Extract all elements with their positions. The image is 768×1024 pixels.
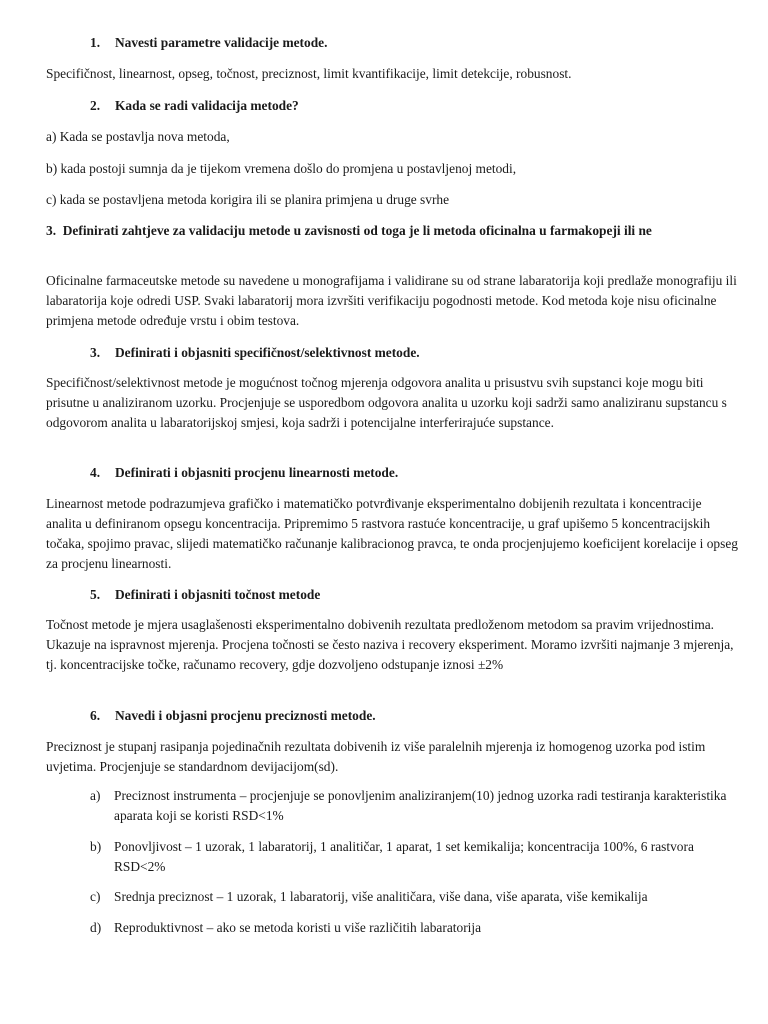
- list-marker: a): [90, 788, 101, 803]
- answer-5-paragraph: Točnost metode je mjera usaglašenosti eksperimentalno dobivenih rezultata predloženom metodom sa pravim vrijednostima. Ukazuje na ispravnost mjerenja. Procjena točnosti se često naziva i recovery eksperiment. Moramo izvršiti najmanje 3 mjerenja, tj. koncentracijske točke, računamo recovery, gdje dozvoljeno odstupanje iznosi ±2%: [46, 617, 734, 672]
- answer-2c: c) kada se postavljena metoda korigira ili se planira primjena u druge svrhe: [46, 192, 450, 207]
- question-number: 3.: [46, 223, 57, 238]
- question-number: 6.: [90, 708, 101, 723]
- question-text: Definirati zahtjeve za validaciju metode u zavisnosti od toga je li metoda oficinalna u farmakopeji ili ne: [62, 223, 652, 238]
- answer-3-paragraph: Oficinalne farmaceutske metode su navedene u monografijama i validirane su od strane labaratorija koji predlaže monografiju ili labaratorija koje odredi USP. Svaki labaratorij mora izvršiti verifikaciju pogodnosti metode. Kod metoda koje nisu oficinalne primjena metode određuje vrstu i obim testova.: [46, 273, 737, 328]
- list-item-text: Srednja preciznost – 1 uzorak, 1 labaratorij, više analitičara, više dana, više aparata, više kemikalija: [114, 889, 648, 904]
- question-number: 1.: [90, 35, 101, 50]
- list-item-text: Ponovljivost – 1 uzorak, 1 labaratorij, 1 analitičar, 1 aparat, 1 set kemikalija; koncentracija 100%, 6 rastvora RSD<2%: [114, 839, 694, 874]
- question-text: Navesti parametre validacije metode.: [115, 35, 328, 50]
- list-marker: d): [90, 920, 102, 935]
- question-text: Definirati i objasniti procjenu linearnosti metode.: [115, 465, 399, 480]
- precision-list-item-b: [90, 837, 740, 877]
- question-6-heading: [90, 706, 376, 726]
- question-number: 2.: [90, 98, 101, 113]
- precision-list-item-a: [90, 786, 740, 826]
- question-text: Kada se radi validacija metode?: [115, 98, 299, 113]
- question-text: Navedi i objasni procjenu preciznosti metode.: [115, 708, 376, 723]
- list-item-text: Reproduktivnost – ako se metoda koristi u više različitih labaratorija: [114, 920, 482, 935]
- precision-list-item-c: [90, 887, 740, 907]
- precision-list-item-d: [90, 918, 740, 938]
- question-number: 3.: [90, 345, 101, 360]
- list-marker: c): [90, 889, 101, 904]
- answer-6-paragraph: Preciznost je stupanj rasipanja pojedinačnih rezultata dobivenih iz više paralelnih mjerenja iz homogenog uzorka pod istim uvjetima. Procjenjuje se standardnom devijacijom(sd).: [46, 739, 706, 774]
- answer-3b-paragraph: Specifičnost/selektivnost metode je mogućnost točnog mjerenja odgovora analita u prisustvu svih supstanci koje mogu biti prisutne u analiziranom uzorku. Procjenjuje se usporedbom odgovora analita u uzorku koji sadrži samo analiziranu supstancu s odgovorom analita u labaratorijskoj smjesi, koja sadrži i potencijalne interferirajuće supstance.: [46, 375, 727, 430]
- answer-4-paragraph: Linearnost metode podrazumjeva grafičko i matematičko potvrđivanje eksperimentalno dobijenih rezultata i koncentracije analita u definiranom opsegu koncentracija. Pripremimo 5 rastvora rastuće koncentracije, u graf upišemo 5 koncentracijskih točaka, spojimo pravac, slijedi matematičko računanje kalibracionog pravca, te onda procjenjujemo koeficijent korelacije i opseg za procjenu linearnosti.: [46, 496, 738, 571]
- question-4-heading: [90, 463, 398, 483]
- question-2-heading: [90, 96, 299, 116]
- answer-2a: a) Kada se postavlja nova metoda,: [46, 129, 230, 144]
- question-number: 4.: [90, 465, 101, 480]
- question-1-heading: [90, 33, 327, 53]
- question-text: Definirati i objasniti specifičnost/selektivnost metode.: [115, 345, 420, 360]
- list-marker: b): [90, 839, 102, 854]
- answer-2b: b) kada postoji sumnja da je tijekom vremena došlo do promjena u postavljenoj metodi,: [46, 161, 517, 176]
- question-3b-heading: [90, 343, 420, 363]
- list-item-text: Preciznost instrumenta – procjenjuje se ponovljenim analiziranjem(10) jednog uzorka radi testiranja karakteristika aparata koji se koristi RSD<1%: [114, 788, 727, 823]
- question-5-heading: [90, 585, 320, 605]
- question-3-heading: [46, 221, 736, 241]
- question-number: 5.: [90, 587, 101, 602]
- question-text: Definirati i objasniti točnost metode: [115, 587, 321, 602]
- answer-1-paragraph: Specifičnost, linearnost, opseg, točnost, preciznost, limit kvantifikacije, limit detekcije, robusnost.: [46, 66, 572, 81]
